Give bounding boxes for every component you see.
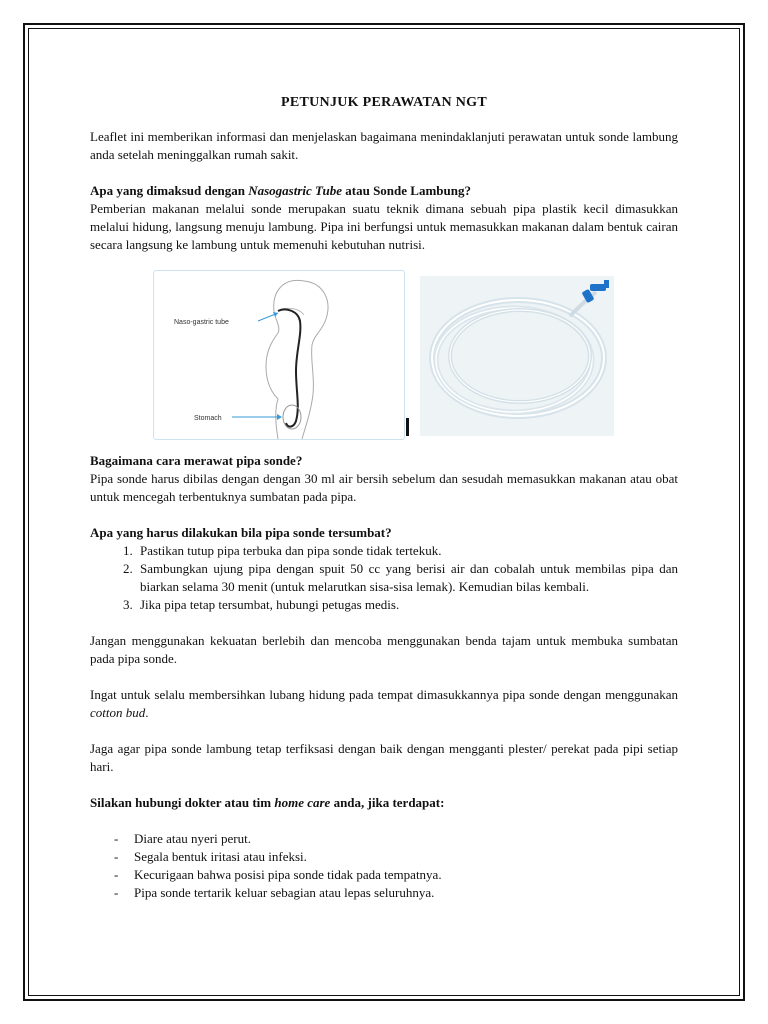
section1-heading: Apa yang dimaksud dengan Nasogastric Tube atau Sonde Lambung? [90, 183, 471, 198]
list-item: - Kecurigaan bahwa posisi pipa sonde tidak pada tempatnya. [114, 867, 442, 882]
label-stomach: Stomach [194, 415, 222, 422]
label-nasogastric-tube: Naso-gastric tube [174, 319, 229, 326]
list-item: 2. Sambungkan ujung pipa dengan spuit 50 cc yang berisi air dan cobalah untuk membilas pipa dan biarkan selama 30 menit (untuk melarutkan sisa-sisa lemak). Kemudian bilas kembali. [136, 560, 678, 596]
section2-heading: Bagaimana cara merawat pipa sonde? [90, 453, 303, 468]
fixation-paragraph: Jaga agar pipa sonde lambung tetap terfiksasi dengan baik dengan mengganti plester/ perekat pada pipi setiap hari. [90, 741, 678, 774]
contact-heading: Silakan hubungi dokter atau tim home care anda, jika terdapat: [90, 795, 445, 810]
unclog-steps-list [90, 542, 678, 614]
section3-heading: Apa yang harus dilakukan bila pipa sonde tersumbat? [90, 525, 392, 540]
tube-photo [420, 276, 614, 436]
list-item: - Segala bentuk iritasi atau infeksi. [114, 849, 307, 864]
page-title: PETUNJUK PERAWATAN NGT [281, 95, 487, 110]
force-warning-paragraph: Jangan menggunakan kekuatan berlebih dan mencoba menggunakan benda tajam untuk membuka sumbatan pada pipa sonde. [90, 633, 678, 666]
list-item: 3. Jika pipa tetap tersumbat, hubungi petugas medis. [136, 596, 678, 614]
nose-cleaning-paragraph: Ingat untuk selalu membersihkan lubang hidung pada tempat dimasukkannya pipa sonde dengan menggunakan cotton bud. [90, 687, 678, 720]
section2-body: Pipa sonde harus dibilas dengan dengan 30 ml air bersih sebelum dan sesudah memasukkan makanan atau obat untuk mencegah terbentuknya sumbatan pada pipa. [90, 471, 678, 504]
stray-mark [406, 418, 409, 436]
section1-body: Pemberian makanan melalui sonde merupakan suatu teknik dimana sebuah pipa plastik kecil dimasukkan melalui hidung, langsung menuju lambung. Pipa ini berfungsi untuk memasukkan makanan dalam bentuk cairan secara langsung ke lambung untuk memenuhi kebutuhan nutrisi. [90, 201, 678, 252]
list-item: 1. Pastikan tutup pipa terbuka dan pipa sonde tidak tertekuk. [136, 542, 678, 560]
intro-paragraph: Leaflet ini memberikan informasi dan menjelaskan bagaimana menindaklanjuti perawatan untuk sonde lambung anda setelah meninggalkan rumah sakit. [90, 129, 678, 162]
list-item: - Diare atau nyeri perut. [114, 831, 251, 846]
anatomy-illustration [153, 270, 405, 440]
list-item: - Pipa sonde tertarik keluar sebagian atau lepas seluruhnya. [114, 885, 435, 900]
figure-row [90, 264, 678, 452]
leaflet-content [90, 94, 678, 902]
contact-conditions-list [90, 830, 678, 902]
